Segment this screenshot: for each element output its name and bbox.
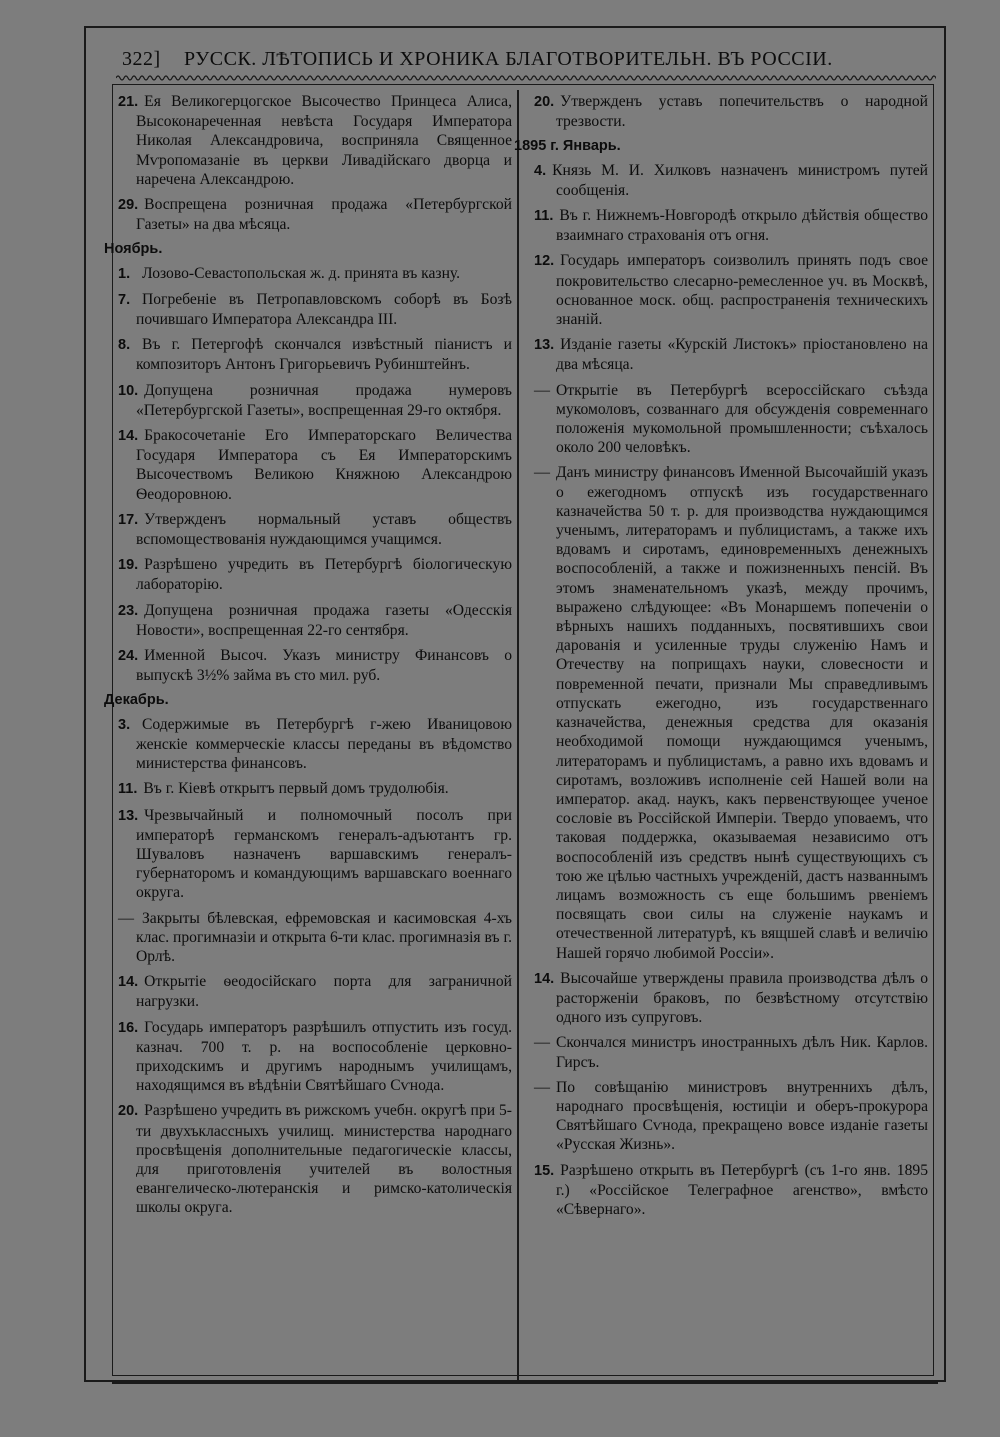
entry-date: 15. <box>534 1162 555 1179</box>
left-group-2 <box>118 264 512 686</box>
chronicle-entry <box>118 555 512 594</box>
entry-date: 23. <box>118 602 139 619</box>
chronicle-entry <box>524 251 928 329</box>
entry-text: Чрезвычайный и полномочный посолъ при императорѣ германскомъ генералъ-адъютантъ гр. Шуваловъ назначенъ варшавскимъ генералъ-губернаторомъ и командующимъ варшавскаго военнаго округа. <box>136 806 512 902</box>
entry-date: 20. <box>534 94 555 110</box>
entry-date: — <box>534 1034 550 1052</box>
entry-date: 11. <box>118 781 138 798</box>
entry-date: 19. <box>118 557 139 574</box>
entry-text: Данъ министру финансовъ Именной Высочайшій указъ о ежегодномъ отпускѣ изъ государственнаго казначейства 50 т. р. для производства нуждающимся ученымъ, литераторамъ и публицистамъ, а также ихъ вдовамъ и сиротамъ, единовременныхъ денежныхъ воспособленій, а также и пожизненныхъ пенсій. Въ этомъ знаменательномъ указѣ, между прочимъ, выражено слѣдующее: «Въ Монаршемъ попеченіи о вѣрныхъ нашихъ подданныхъ, посвятившихъ свои дарованія и усиленные труды служенію Намъ и Отечеству на поприщахъ науки, словесности и повременной печати, признали Мы справедливымъ отпускать ежегодно, изъ государственнаго казначейства, денежныя средства для оказанія необходимой помощи нуждающимся ученымъ, литераторамъ и публицистамъ, а равно ихъ вдовамъ и сиротамъ, возложивъ исполненіе сей Нашей воли на император. акад. наукъ, какъ первенствующее ученое сословіе въ Россійской Имперіи. Твердо уповаемъ, что таковая поддержка, оказываемая независимо отъ воспособленій изъ средствъ нынѣ существующихъ съ тою же цѣлью частныхъ учрежденій, дастъ названнымъ лицамъ возможность съ еще большимъ рвеніемъ посвящать свои силы на служеніе наукамъ и отечественной литературѣ, къ вящшей славѣ и величію Нашей горячо любимой Россіи». <box>556 464 928 962</box>
chronicle-entry <box>118 290 512 329</box>
chronicle-entry <box>118 715 512 774</box>
entry-text: Утвержденъ нормальный уставъ обществъ вспомоществованія нуждающимся учащимся. <box>136 510 512 549</box>
entry-text: Лозово-Севастопольская ж. д. принята въ казну. <box>142 264 461 282</box>
page-header <box>120 48 940 74</box>
entry-date: 3. <box>118 716 131 733</box>
chronicle-entry <box>524 1078 928 1155</box>
chronicle-entry <box>118 601 512 640</box>
entry-text: Именной Высоч. Указъ министру Финансовъ о выпускѣ 3½% займа въ сто мил. руб. <box>136 647 512 685</box>
entry-date: 13. <box>534 337 555 354</box>
month-heading-november: Ноябрь. <box>104 241 163 258</box>
right-group-1 <box>524 92 928 131</box>
chronicle-entry <box>524 92 928 131</box>
entry-text: Разрѣшено открыть въ Петербургѣ (съ 1-го янв. 1895 г.) «Россійское Телеграфное агенство», вмѣсто «Сѣвернаго». <box>556 1161 928 1218</box>
left-group-1 <box>118 92 512 234</box>
entry-text: Государь императоръ разрѣшилъ отпустить изъ госуд. казнач. 700 т. р. на воспособленіе церковно-приходскимъ и другимъ народнымъ училищамъ, находящимся въ вѣдѣніи Святѣйшаго Сѵнода. <box>136 1018 512 1095</box>
entry-text: По совѣщанію министровъ внутреннихъ дѣлъ, народнаго просвѣщенія, юстиціи и оберъ-прокурора Святѣйшаго Сѵнода, прекращено вовсе изданіе газеты «Русская Жизнь». <box>556 1078 928 1154</box>
entry-date: 1. <box>118 265 131 282</box>
month-heading-december: Декабрь. <box>104 692 169 709</box>
entry-text: Погребеніе въ Петропавловскомъ соборѣ въ Бозѣ почившаго Императора Александра III. <box>136 290 512 329</box>
entry-date: — <box>534 381 550 399</box>
chronicle-entry <box>524 161 928 200</box>
chronicle-entry <box>524 335 928 374</box>
chronicle-entry <box>118 264 512 284</box>
entry-date: 10. <box>118 382 139 399</box>
entry-date: 14. <box>118 974 139 991</box>
column-divider <box>517 90 519 1380</box>
entry-text: Въ г. Нижнемъ-Новгородѣ открыло дѣйствія общество взаимнаго страхованія отъ огня. <box>556 207 928 245</box>
entry-date: 12. <box>534 253 555 270</box>
chronicle-entry <box>118 510 512 549</box>
page-number: 322] <box>122 48 161 70</box>
chronicle-entry <box>118 381 512 420</box>
entry-date: 8. <box>118 337 131 354</box>
left-group-3 <box>118 715 512 1218</box>
entry-date: 29. <box>118 197 139 214</box>
chronicle-entry <box>118 909 512 967</box>
entry-text: Разрѣшено учредить въ Петербургѣ біологическую лабораторію. <box>136 556 512 594</box>
entry-text: Изданіе газеты «Курскій Листокъ» пріостановлено на два мѣсяца. <box>556 336 928 374</box>
entry-text: Открытіе ѳеодосійскаго порта для заграничной нагрузки. <box>136 973 512 1011</box>
entry-text: Допущена розничная продажа газеты «Одесскія Новости», воспрещенная 22-го сентября. <box>136 601 512 639</box>
entry-date: 13. <box>118 807 139 824</box>
entry-date: — <box>534 1078 550 1096</box>
chronicle-entry <box>118 426 512 504</box>
entry-date: 14. <box>534 970 555 987</box>
entry-date: 17. <box>118 511 139 528</box>
entry-text: Содержимые въ Петербургѣ г-жею Иваницовою женскіе коммерческіе классы переданы въ вѣдомство министерства финансовъ. <box>136 715 512 773</box>
page-title: РУССК. ЛѢТОПИСЬ И ХРОНИКА БЛАГОТВОРИТЕЛЬН. ВЪ РОССІИ. <box>184 48 833 70</box>
bottom-rule <box>112 1381 938 1384</box>
chronicle-entry <box>524 1033 928 1071</box>
entry-text: Воспрещена розничная продажа «Петербургской Газеты» на два мѣсяца. <box>136 196 512 234</box>
chronicle-entry <box>118 195 512 234</box>
entry-text: Скончался министръ иностранныхъ дѣлъ Ник. Карлов. Гирсъ. <box>556 1034 928 1071</box>
decorative-wave-rule <box>116 72 936 84</box>
right-group-2 <box>524 161 928 1220</box>
chronicle-entry <box>118 646 512 685</box>
entry-date: — <box>118 909 134 927</box>
chronicle-entry <box>524 381 928 458</box>
entry-date: 7. <box>118 291 131 308</box>
entry-text: Допущена розничная продажа нумеровъ «Петербургской Газеты», воспрещенная 29-го октября. <box>136 381 512 419</box>
entry-text: Открытіе въ Петербургѣ всероссійскаго съѣзда мукомоловъ, созваннаго для обсужденія современнаго положенія мукомольной промышленности; съѣхалось около 200 человѣкъ. <box>556 381 928 457</box>
entry-text: Бракосочетаніе Его Императорскаго Величества Государя Императора съ Ея Императорскимъ Высочествомъ Великою Княжною Александрою Ѳеодоровною. <box>136 427 512 503</box>
entry-date: 24. <box>118 648 139 665</box>
entry-text: Разрѣшено учредить въ рижскомъ учебн. округѣ при 5-ти двухъклассныхъ училищ. министерства народнаго просвѣщенія дополнительные педагогическіе классы, для приготовленія учителей въ волостныя евангелическо-лютеранскія и римско-католическія школы округа. <box>136 1102 512 1217</box>
chronicle-entry <box>524 206 928 245</box>
entry-text: Ея Великогерцогское Высочество Принцеса Алиса, Высоконареченная невѣста Государя Императора Николая Александровича, восприняла Священное Мѵропомазаніе въ церкви Ливадійскаго дворца и наречена Александрою. <box>136 93 512 188</box>
entry-date: 21. <box>118 94 139 110</box>
month-heading-january: 1895 г. Январь. <box>514 138 621 155</box>
entry-text: Утвержденъ уставъ попечительствъ о народной трезвости. <box>556 93 928 131</box>
entry-text: Высочайше утверждены правила производства дѣлъ о расторженіи браковъ, по безвѣстному отсутствію одного изъ супруговъ. <box>556 969 928 1027</box>
entry-text: Въ г. Петергофѣ скончался извѣстный піанистъ и композиторъ Антонъ Григорьевичъ Рубинштейнъ. <box>136 336 512 374</box>
chronicle-entry <box>118 972 512 1011</box>
chronicle-entry <box>524 463 928 962</box>
entry-date: 20. <box>118 1103 139 1120</box>
chronicle-entry <box>118 92 512 189</box>
entry-text: Князь М. И. Хилковъ назначенъ министромъ путей сообщенія. <box>552 161 928 199</box>
chronicle-entry <box>524 969 928 1028</box>
entry-text: Въ г. Кіевѣ открытъ первый домъ трудолюбія. <box>143 780 449 798</box>
chronicle-entry <box>118 779 512 799</box>
chronicle-entry <box>118 1101 512 1217</box>
entry-text: Закрыты бѣлевская, ефремовская и касимовская 4-хъ клас. прогимназіи и открыта 6-ти клас. прогимназія въ г. Орлѣ. <box>136 909 512 965</box>
entry-date: 4. <box>534 162 547 179</box>
chronicle-entry <box>118 1018 512 1096</box>
right-column <box>514 92 928 1225</box>
entry-date: 11. <box>534 208 554 225</box>
chronicle-entry <box>524 1161 928 1220</box>
entry-date: 14. <box>118 428 139 445</box>
chronicle-entry <box>118 335 512 374</box>
left-column <box>104 92 512 1224</box>
chronicle-entry <box>118 806 512 903</box>
entry-date: — <box>534 464 550 482</box>
entry-date: 16. <box>118 1019 139 1036</box>
entry-text: Государь императоръ соизволилъ принять подъ свое покровительство слесарно-ремесленное уч. въ Москвѣ, основанное моск. общ. распространенія техническихъ знаній. <box>556 252 928 329</box>
